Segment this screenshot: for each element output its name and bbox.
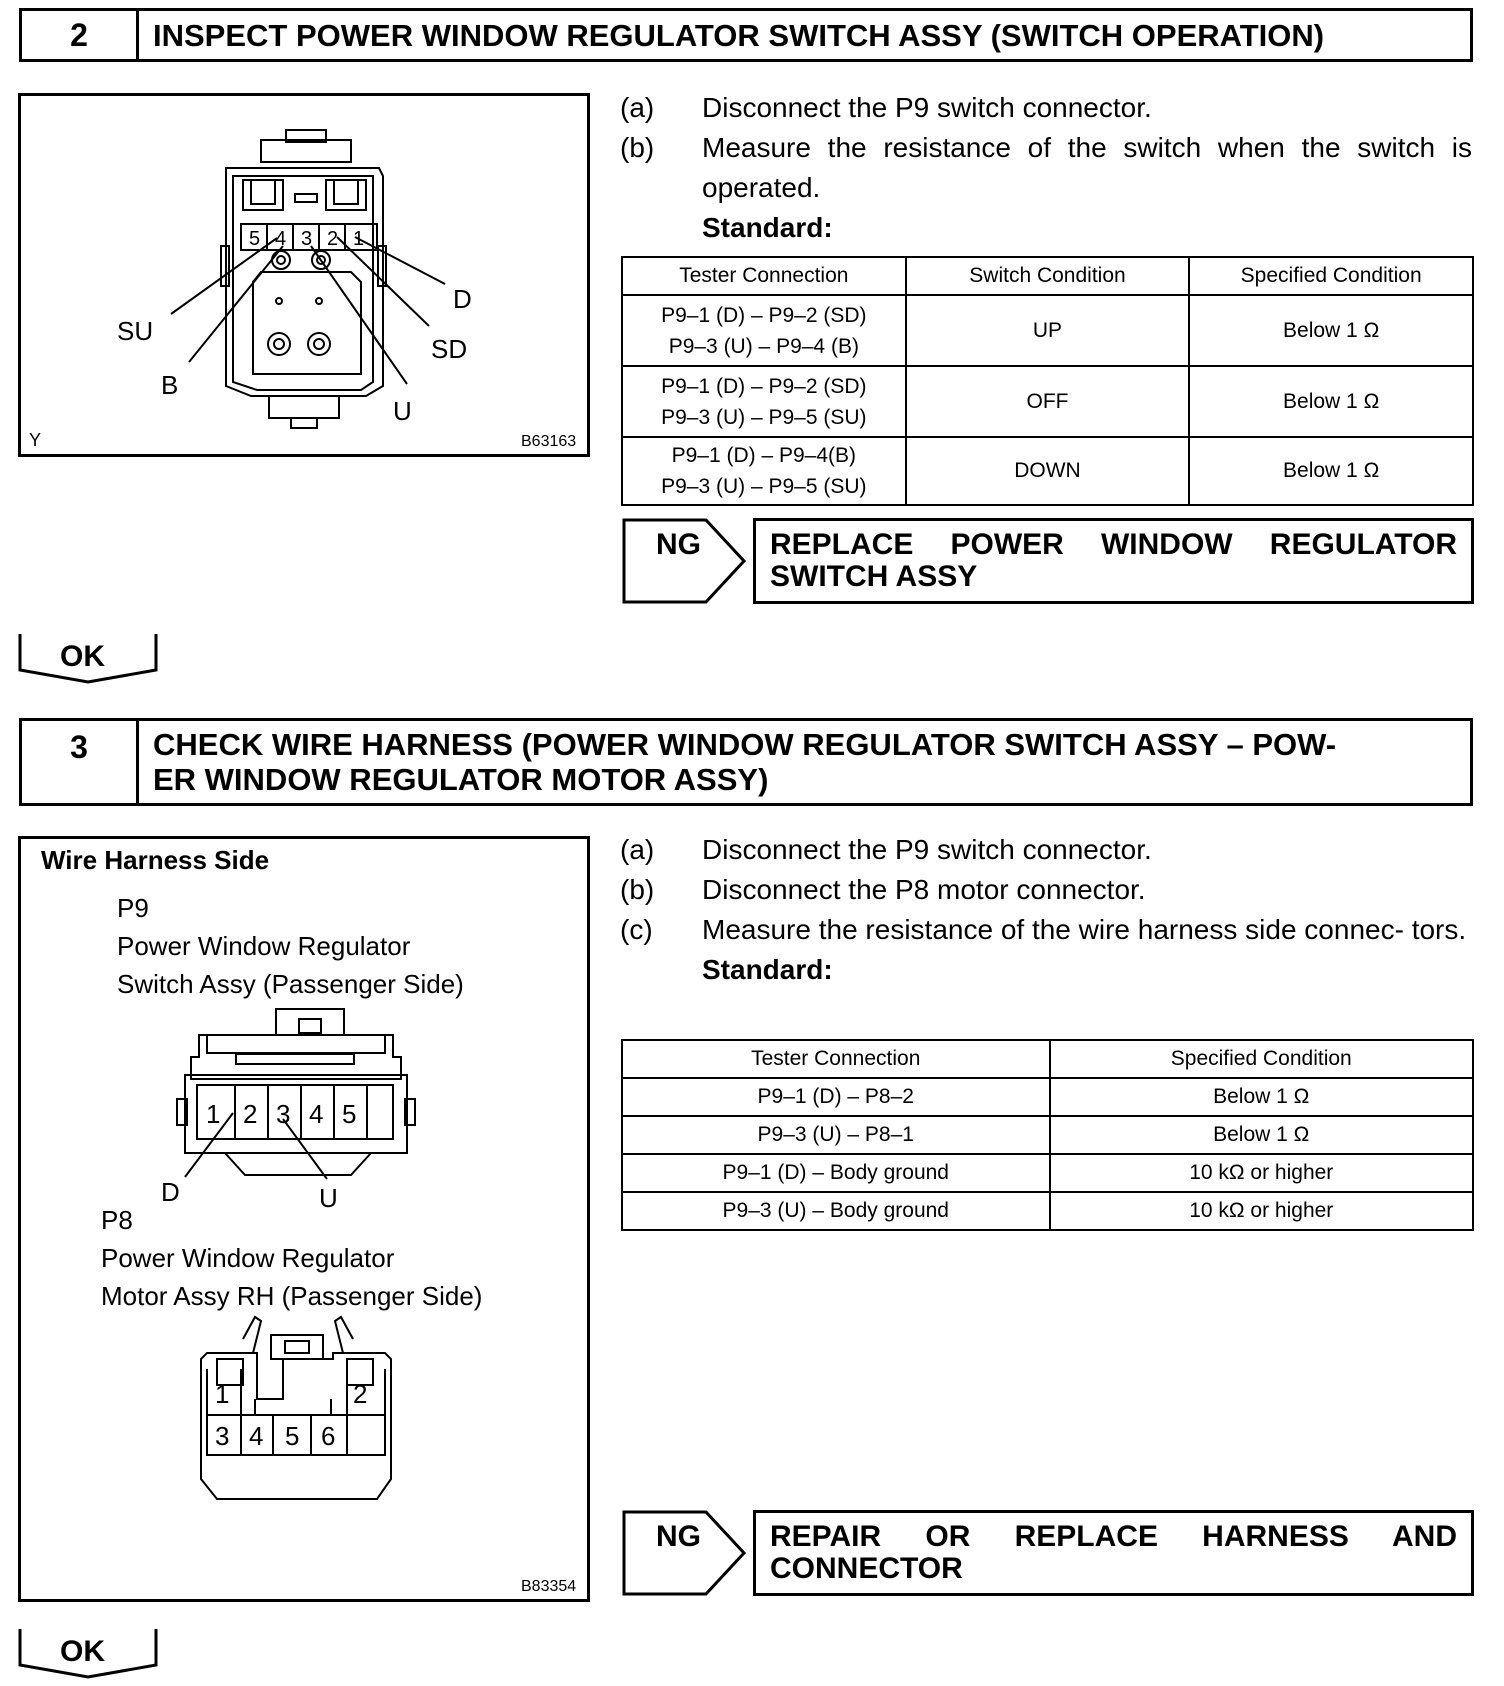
- instruction-text: Measure the resistance of the wire harness side connec- tors.: [702, 914, 1467, 945]
- standard-label: Standard:: [702, 212, 833, 243]
- step3-header: [19, 718, 1473, 806]
- instruction-text: Disconnect the P9 switch connector.: [702, 92, 1152, 123]
- instruction-text: Disconnect the P8 motor connector.: [702, 874, 1146, 905]
- table-header: Tester Connection: [622, 1040, 1050, 1078]
- table-row: [622, 1192, 1473, 1230]
- specified-condition-cell: 10 kΩ or higher: [1050, 1154, 1474, 1192]
- table-row: [622, 437, 1473, 505]
- pin-5: 5: [249, 228, 261, 250]
- step2-ng-result: [622, 518, 1474, 604]
- instruction-label: (a): [620, 92, 655, 123]
- p9-code: P9: [117, 893, 149, 923]
- step3-figure: [18, 836, 590, 1602]
- harness-connectors-diagram: [21, 839, 587, 1599]
- callout-b: B: [161, 370, 179, 400]
- p8-code: P8: [101, 1205, 133, 1235]
- pin-3: 3: [301, 228, 313, 250]
- tester-connection-cell: P9–1 (D) – P8–2: [622, 1078, 1050, 1116]
- specified-condition-cell: Below 1 Ω: [1189, 437, 1473, 505]
- ng-action-text: REPAIR OR REPLACE HARNESS AND CONNECTOR: [753, 1510, 1474, 1596]
- instruction-item: [620, 128, 1472, 208]
- table-header: Tester Connection: [622, 257, 906, 295]
- p8-pin-3: 3: [215, 1421, 230, 1451]
- ok-arrow-icon: [18, 1627, 158, 1679]
- tester-connection-cell: P9–1 (D) – P9–2 (SD) P9–3 (U) – P9–4 (B): [622, 295, 906, 366]
- p9-pin-4: 4: [309, 1099, 324, 1129]
- table-row: [622, 1116, 1473, 1154]
- instruction-label: (b): [620, 132, 655, 163]
- p9-pin-5: 5: [342, 1099, 357, 1129]
- figure-id: B63163: [521, 433, 577, 450]
- callout-u: U: [393, 396, 412, 426]
- specified-condition-cell: Below 1 Ω: [1050, 1116, 1474, 1154]
- p8-pin-2: 2: [353, 1379, 368, 1409]
- callout-d: D: [453, 284, 472, 314]
- ng-arrow-icon: [622, 1510, 748, 1596]
- ng-label: NG: [656, 1520, 701, 1553]
- pin-1: 1: [353, 228, 365, 250]
- switch-connector-diagram: [21, 96, 587, 454]
- tester-connection-cell: P9–3 (U) – P8–1: [622, 1116, 1050, 1154]
- table-header: Specified Condition: [1189, 257, 1473, 295]
- ok-arrow-icon: [18, 632, 158, 684]
- p8-pin-4: 4: [249, 1421, 264, 1451]
- instruction-item: [620, 910, 1472, 950]
- ng-label: NG: [656, 528, 701, 561]
- step2-spec-table: [621, 256, 1474, 506]
- instruction-text: Disconnect the P9 switch connector.: [702, 834, 1152, 865]
- table-row: [622, 295, 1473, 366]
- instruction-label: (c): [620, 914, 653, 945]
- instruction-item: [620, 870, 1472, 910]
- instruction-item: [620, 830, 1472, 870]
- p8-name-line2: Motor Assy RH (Passenger Side): [101, 1281, 483, 1311]
- step3-title-line2: ER WINDOW REGULATOR MOTOR ASSY): [153, 762, 769, 797]
- switch-condition-cell: OFF: [906, 366, 1190, 437]
- step3-instructions: [620, 830, 1472, 990]
- p9-callout-d: D: [161, 1177, 180, 1207]
- step2-ok-result: [18, 632, 158, 684]
- instruction-label: (b): [620, 874, 655, 905]
- figure-id: B83354: [521, 1578, 577, 1595]
- instruction-label: (a): [620, 834, 655, 865]
- p8-pin-5: 5: [285, 1421, 300, 1451]
- specified-condition-cell: Below 1 Ω: [1189, 295, 1473, 366]
- step2-title: INSPECT POWER WINDOW REGULATOR SWITCH ASSY (SWITCH OPERATION): [153, 17, 1325, 53]
- tester-connection-cell: P9–1 (D) – P9–2 (SD) P9–3 (U) – P9–5 (SU): [622, 366, 906, 437]
- p8-pin-6: 6: [321, 1421, 336, 1451]
- step3-title-line1: CHECK WIRE HARNESS (POWER WINDOW REGULATOR SWITCH ASSY – POW-: [153, 727, 1337, 762]
- table-header: Switch Condition: [906, 257, 1190, 295]
- tester-connection-cell: P9–1 (D) – P9–4(B) P9–3 (U) – P9–5 (SU): [622, 437, 906, 505]
- instruction-item: [620, 88, 1472, 128]
- p9-name-line1: Power Window Regulator: [117, 931, 411, 961]
- step3-number: 3: [22, 721, 139, 803]
- p8-pin-1: 1: [215, 1379, 230, 1409]
- ok-label: OK: [60, 640, 105, 673]
- pin-2: 2: [327, 228, 339, 250]
- instruction-text: Measure the resistance of the switch when the switch is operated.: [702, 132, 1472, 203]
- callout-su: SU: [117, 316, 154, 346]
- tester-connection-cell: P9–3 (U) – Body ground: [622, 1192, 1050, 1230]
- standard-label: Standard:: [702, 954, 833, 985]
- step2-figure: [18, 93, 590, 457]
- ng-arrow-icon: [622, 518, 748, 604]
- step2-instructions: [620, 88, 1472, 248]
- step3-title: [139, 721, 1470, 803]
- switch-condition-cell: DOWN: [906, 437, 1190, 505]
- ok-label: OK: [60, 1635, 105, 1668]
- figure-heading: Wire Harness Side: [41, 845, 270, 875]
- p9-pin-2: 2: [243, 1099, 258, 1129]
- p9-pin-3: 3: [276, 1099, 291, 1129]
- step2-number: 2: [22, 11, 139, 59]
- table-row: [622, 366, 1473, 437]
- specified-condition-cell: 10 kΩ or higher: [1050, 1192, 1474, 1230]
- table-row: [622, 1154, 1473, 1192]
- ng-action-text: REPLACE POWER WINDOW REGULATOR SWITCH ASSY: [753, 518, 1474, 604]
- step3-spec-table: [621, 1039, 1474, 1231]
- specified-condition-cell: Below 1 Ω: [1050, 1078, 1474, 1116]
- p9-name-line2: Switch Assy (Passenger Side): [117, 969, 464, 999]
- table-header: Specified Condition: [1050, 1040, 1474, 1078]
- p9-callout-u: U: [319, 1183, 338, 1213]
- p8-name-line1: Power Window Regulator: [101, 1243, 395, 1273]
- p9-pin-1: 1: [206, 1099, 221, 1129]
- callout-sd: SD: [431, 334, 468, 364]
- step2-header: [19, 8, 1473, 62]
- specified-condition-cell: Below 1 Ω: [1189, 366, 1473, 437]
- table-row: [622, 1078, 1473, 1116]
- pin-4: 4: [275, 228, 287, 250]
- figure-corner-code: Y: [29, 430, 42, 450]
- step3-ok-result: [18, 1627, 158, 1679]
- step3-ng-result: [622, 1510, 1474, 1596]
- switch-condition-cell: UP: [906, 295, 1190, 366]
- tester-connection-cell: P9–1 (D) – Body ground: [622, 1154, 1050, 1192]
